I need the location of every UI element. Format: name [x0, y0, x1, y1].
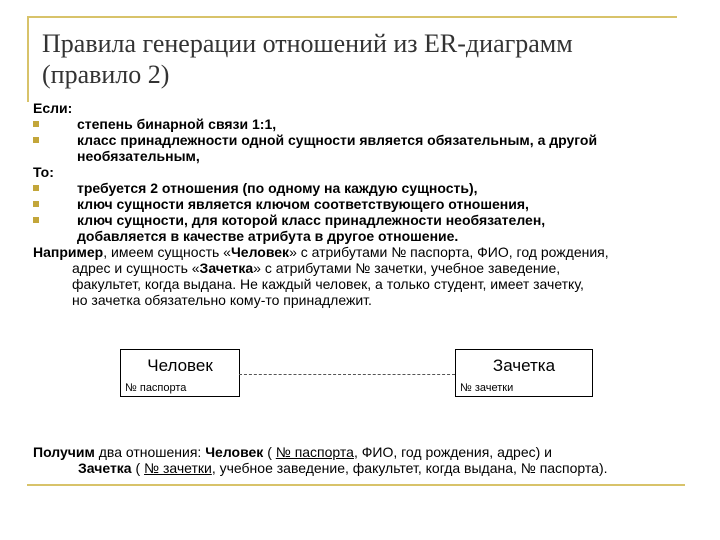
- condition-text: необязательным,: [77, 148, 200, 164]
- entity-ref: Зачетка: [199, 260, 254, 276]
- result-text: два отношения:: [94, 444, 206, 460]
- decorative-rule-top: [27, 16, 677, 18]
- relationship-line: [239, 374, 455, 375]
- then-text: ключ сущности является ключом соответствующего отношения,: [77, 196, 529, 212]
- entity-box-record-book: [455, 349, 593, 397]
- primary-key: № зачетки: [144, 460, 212, 476]
- then-text: требуется 2 отношения (по одному на каждую сущность),: [77, 180, 478, 196]
- example-text: » с атрибутами № зачетки, учебное заведение,: [253, 260, 561, 276]
- example-paragraph: [33, 244, 713, 308]
- entity-key-attr: № паспорта: [125, 382, 187, 394]
- result-text: , ФИО, год рождения, адрес) и: [353, 444, 552, 460]
- then-item: [33, 212, 713, 244]
- square-bullet-icon: [33, 201, 39, 207]
- title-line-2: (правило 2): [42, 60, 170, 89]
- result-text: , учебное заведение, факультет, когда выдана, № паспорта).: [211, 460, 608, 476]
- entity-box-person: [120, 349, 240, 397]
- primary-key: № паспорта: [275, 444, 354, 460]
- then-text: добавляется в качестве атрибута в другое отношение.: [77, 228, 459, 244]
- relation-name: Зачетка: [78, 460, 132, 476]
- example-text: » с атрибутами № паспорта, ФИО, год рождения,: [289, 244, 609, 260]
- relation-name: Человек: [205, 444, 264, 460]
- result-lead: Получим: [33, 444, 95, 460]
- square-bullet-icon: [33, 185, 39, 191]
- slide-title: [42, 28, 682, 90]
- then-item: [33, 196, 713, 212]
- decorative-rule-bottom: [27, 484, 685, 486]
- condition-text: класс принадлежности одной сущности является обязательным, а другой: [77, 132, 598, 148]
- entity-key-attr: № зачетки: [460, 382, 514, 394]
- entity-name: Зачетка: [492, 356, 556, 375]
- condition-item: [33, 116, 713, 132]
- example-text: факультет, когда выдана. Не каждый человек, а только студент, имеет зачетку,: [72, 276, 584, 292]
- then-label: То:: [33, 164, 54, 180]
- example-text: адрес и сущность «: [72, 260, 200, 276]
- condition-item: [33, 132, 713, 164]
- square-bullet-icon: [33, 121, 39, 127]
- square-bullet-icon: [33, 137, 39, 143]
- entity-name: Человек: [147, 356, 213, 375]
- title-line-1: Правила генерации отношений из ER-диаграмм: [42, 29, 573, 58]
- decorative-rule-vertical: [27, 16, 29, 102]
- result-text: (: [131, 460, 145, 476]
- conditions-label: Если:: [33, 100, 73, 116]
- then-text: ключ сущности, для которой класс принадлежности необязателен,: [77, 212, 546, 228]
- then-item: [33, 180, 713, 196]
- square-bullet-icon: [33, 217, 39, 223]
- slide-body: [33, 100, 713, 308]
- result-paragraph: [33, 444, 713, 476]
- result-text: (: [263, 444, 276, 460]
- example-lead: Например: [33, 244, 104, 260]
- condition-text: степень бинарной связи 1:1,: [77, 116, 277, 132]
- entity-ref: Человек: [230, 244, 290, 260]
- example-text: но зачетка обязательно кому-то принадлежит.: [72, 292, 372, 308]
- example-text: , имеем сущность «: [103, 244, 231, 260]
